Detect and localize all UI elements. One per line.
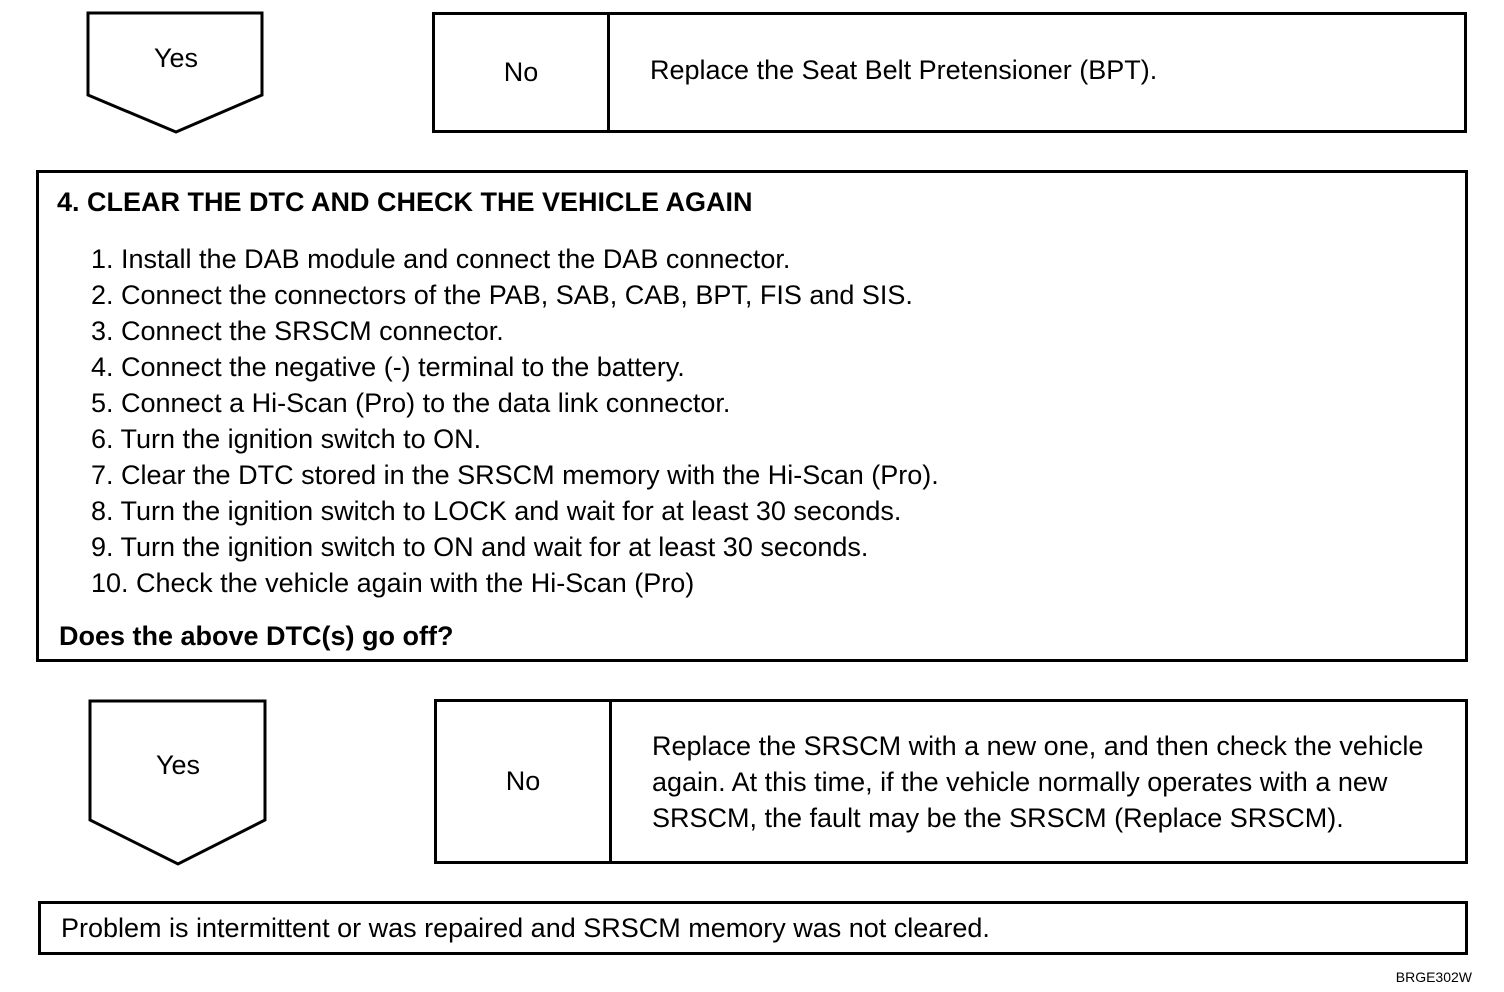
result-text: Problem is intermittent or was repaired and SRSCM memory was not cleared.	[61, 912, 990, 943]
step-item: 2. Connect the connectors of the PAB, SAB, CAB, BPT, FIS and SIS.	[91, 280, 913, 310]
yes-arrow-bottom	[90, 701, 265, 864]
step-item: 10. Check the vehicle again with the Hi-Scan (Pro)	[91, 568, 695, 598]
step-item: 9. Turn the ignition switch to ON and wait for at least 30 seconds.	[91, 532, 869, 562]
no-action-top: Replace the Seat Belt Pretensioner (BPT).	[650, 54, 1158, 85]
no-label-bottom: No	[437, 702, 612, 861]
step-item: 1. Install the DAB module and connect the DAB connector.	[91, 244, 791, 274]
step-item: 8. Turn the ignition switch to LOCK and wait for at least 30 seconds.	[91, 496, 902, 526]
step-box	[36, 170, 1468, 662]
result-box	[38, 901, 1468, 955]
step-question: Does the above DTC(s) go off?	[59, 621, 454, 651]
step-item: 6. Turn the ignition switch to ON.	[91, 424, 482, 454]
no-box-top	[432, 12, 1467, 133]
figure-code: BRGE302W	[1395, 969, 1472, 985]
no-action-bottom: Replace the SRSCM with a new one, and then check the vehicle again. At this time, if the vehicle normally operates with a new SRSCM, the fault may be the SRSCM (Replace SRSCM).	[652, 730, 1424, 833]
yes-label-bottom: Yes	[155, 750, 201, 780]
step-list	[91, 241, 939, 601]
step-item: 7. Clear the DTC stored in the SRSCM memory with the Hi-Scan (Pro).	[91, 460, 939, 490]
step-item: 3. Connect the SRSCM connector.	[91, 316, 504, 346]
step-title: 4. CLEAR THE DTC AND CHECK THE VEHICLE AGAIN	[57, 187, 753, 217]
no-label-top: No	[435, 15, 610, 130]
step-item: 4. Connect the negative (-) terminal to the battery.	[91, 352, 685, 382]
no-box-bottom	[434, 699, 1468, 864]
step-item: 5. Connect a Hi-Scan (Pro) to the data link connector.	[91, 388, 731, 418]
yes-label-top: Yes	[153, 43, 199, 73]
